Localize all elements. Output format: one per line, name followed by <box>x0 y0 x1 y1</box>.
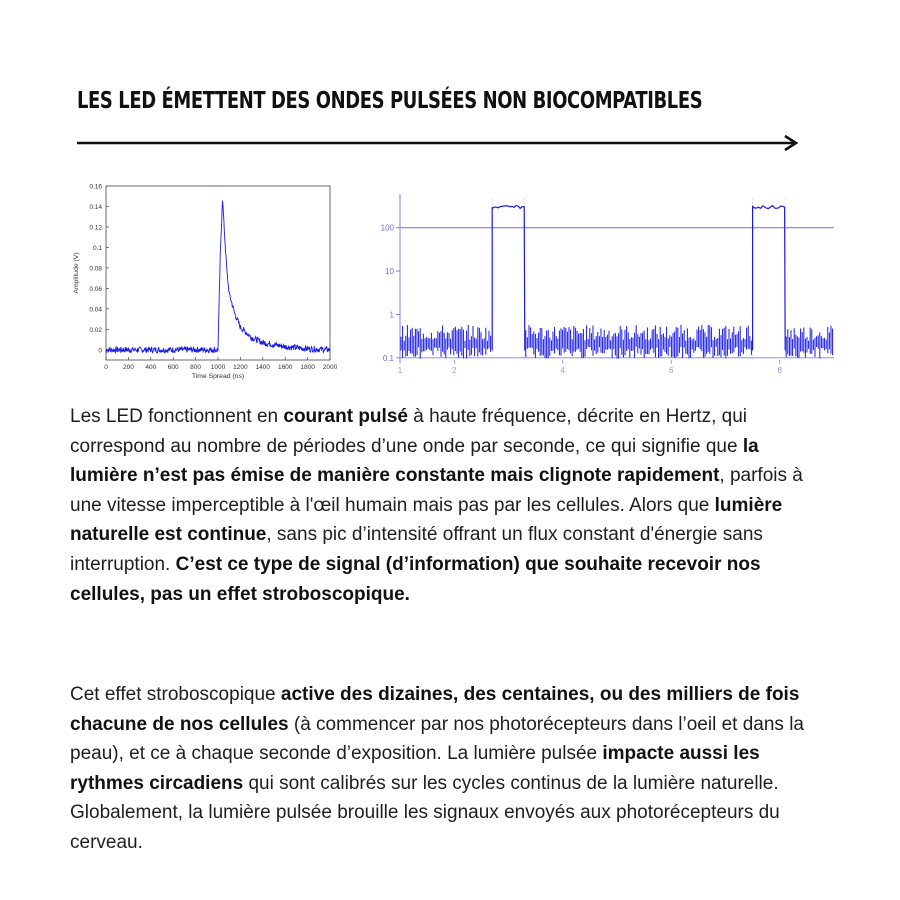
noise-low-segment <box>401 325 491 359</box>
body-text: qui sont calibrés sur les cycles continus de la lumière naturelle. Globalement, la lumière pulsée brouille les signaux envoyés aux photorécepteurs du cerveau. <box>70 772 780 853</box>
y-tick-label: 0.16 <box>89 183 102 191</box>
emphasis-text: lumière naturelle est continue <box>70 494 783 546</box>
x-tick-label: 4 <box>560 365 565 375</box>
body-text: Cet effet stroboscopique <box>70 684 281 705</box>
body-text: , parfois à une vitesse imperceptible à l'œil humain mais pas par les cellules. Alors que <box>70 465 803 516</box>
body-text: à haute fréquence, décrite en Hertz, qui correspond au nombre de périodes d’une onde par seconde, ce qui signifie que <box>70 406 747 457</box>
x-tick-label: 200 <box>122 364 134 371</box>
page-title: LES LED ÉMETTENT DES ONDES PULSÉES NON BIOCOMPATIBLES <box>77 88 703 114</box>
x-tick-label: 0 <box>104 364 108 371</box>
x-tick-label: 1400 <box>255 364 271 371</box>
x-tick-label: 600 <box>167 364 179 371</box>
emphasis-text: C’est ce type de signal (d’information) que souhaite recevoir nos cellules, pas un effet stroboscopique. <box>70 553 761 605</box>
noise-low-segment <box>786 326 832 359</box>
x-tick-label: 6 <box>669 365 674 375</box>
paragraph-pulsed-current <box>70 402 830 609</box>
emphasis-text: courant pulsé <box>283 406 408 427</box>
x-tick-label: 1 <box>397 365 403 375</box>
y-tick-label: 0.06 <box>89 285 102 293</box>
x-tick-label: 1000 <box>210 364 226 371</box>
y-axis-label: Amplitude (V) <box>73 252 80 294</box>
emphasis-text: la lumière n’est pas émise de manière constante mais clignote rapidement <box>70 435 759 487</box>
emphasis-text: active des dizaines, des centaines, ou des milliers de fois chacune de nos cellules <box>70 684 800 735</box>
x-tick-label: 1800 <box>300 364 315 371</box>
emphasis-text: impacte aussi les rythmes circadiens <box>70 743 760 794</box>
y-tick-label: 0.02 <box>89 326 102 334</box>
body-text: (à commencer par nos photorécepteurs dans l’oeil et dans la peau), et ce à chaque seconde d’exposition. La lumière pulsée <box>70 713 804 765</box>
x-tick-label: 800 <box>190 364 202 371</box>
y-tick-label: 0.1 <box>382 353 394 363</box>
pulsed-signal-chart <box>360 188 838 380</box>
y-tick-label: 0.14 <box>89 203 102 211</box>
y-tick-label: 100 <box>380 223 394 233</box>
body-text: Les LED fonctionnent en <box>70 406 284 427</box>
y-tick-label: 0.04 <box>89 306 102 314</box>
arrow-right-icon <box>77 134 801 152</box>
x-tick-label: 8 <box>777 365 782 375</box>
noise-low-segment <box>526 325 752 359</box>
y-tick-label: 0.1 <box>92 244 102 252</box>
x-tick-label: 1600 <box>277 364 293 371</box>
y-tick-label: 10 <box>385 267 394 277</box>
body-text: , sans pic d’intensité offrant un flux constant d'énergie sans interruption. <box>70 524 763 575</box>
y-tick-label: 0 <box>98 347 102 355</box>
x-tick-label: 1200 <box>233 364 248 371</box>
y-tick-label: 1 <box>389 310 394 320</box>
y-tick-label: 0.08 <box>89 265 102 273</box>
y-tick-label: 0.12 <box>89 224 102 232</box>
x-tick-label: 400 <box>145 364 157 371</box>
x-axis-label: Time Spread (ns) <box>191 373 245 380</box>
x-tick-label: 2 <box>452 365 457 375</box>
x-tick-label: 2000 <box>322 364 338 371</box>
chart-background <box>68 178 343 390</box>
pulse-amplitude-chart <box>68 178 343 390</box>
paragraph-stroboscopic-effect <box>70 680 830 858</box>
